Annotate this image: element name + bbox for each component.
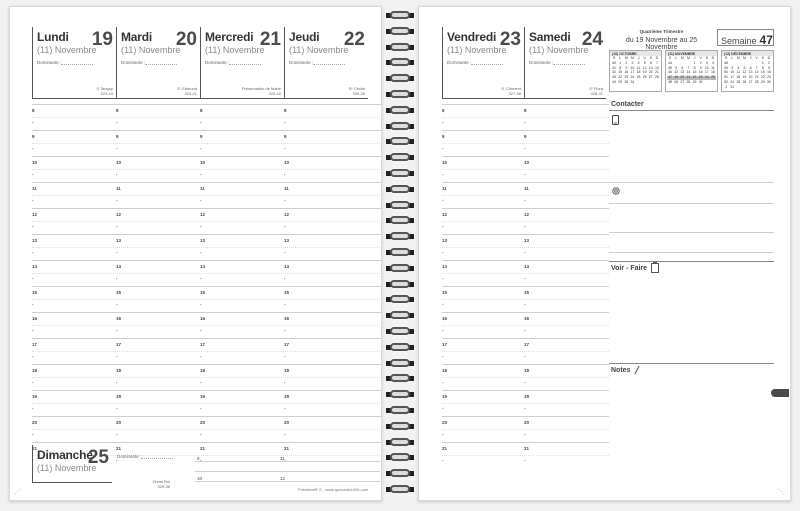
hour-label: 14 — [442, 264, 448, 269]
half-hour-mark: - — [116, 380, 118, 385]
dominante-field[interactable]: Dominante : — [289, 60, 345, 65]
hour-label: 18 — [200, 368, 206, 373]
mini-calendars — [609, 50, 774, 92]
half-hour-mark: - — [32, 302, 34, 307]
hour-label: 13 — [116, 238, 122, 243]
hour-row-20[interactable] — [442, 416, 609, 442]
hour-label: 11 — [116, 186, 121, 191]
at-icon — [612, 187, 620, 195]
half-hour-mark: - — [116, 276, 118, 281]
hour-label: 13 — [442, 238, 448, 243]
hour-row-14[interactable] — [32, 260, 382, 286]
half-hour-mark: - — [116, 198, 118, 203]
hour-label: 18 — [442, 368, 448, 373]
hour-label: 12 — [442, 212, 448, 217]
half-hour-mark: - — [524, 146, 526, 151]
hour-label: 9 — [116, 134, 119, 139]
corner-perforation-right[interactable]: ⋱ — [778, 489, 785, 496]
half-hour-mark: - — [524, 172, 526, 177]
day-header-lundi — [32, 27, 116, 99]
half-hour-mark: - — [200, 172, 202, 177]
hour-label: 19 — [116, 394, 122, 399]
spiral-coil — [386, 437, 414, 447]
hour-label: 11 — [200, 186, 205, 191]
half-hour-mark: - — [524, 198, 526, 203]
hour-row-9[interactable] — [442, 130, 609, 156]
mini-calendar-title: (10) OCTOBRE — [610, 51, 661, 56]
contacter-title: Contacter — [611, 101, 644, 108]
half-hour-mark: - — [116, 458, 118, 463]
hour-label: 9 — [32, 134, 35, 139]
spiral-coil — [386, 184, 414, 194]
half-hour-mark: - — [116, 224, 118, 229]
mini-calendar: (10) OCTOBRE S L M M J V S D 40 1 2 3 4 5 6 7 41 8 9 10 11 12 13 14 42 15 16 17 18 19 20 21 43 22 23 24 25 26 27 28 44 29 30 31 — [609, 50, 662, 92]
hour-label: 14 — [116, 264, 122, 269]
saint-of-day: S. Clément 327-38 — [501, 86, 521, 96]
hour-label: 21 — [200, 446, 206, 451]
day-name: Vendredi — [447, 30, 497, 44]
mini-calendar-title: (11) NOVEMBRE — [666, 51, 717, 56]
hour-label: 16 — [442, 316, 448, 321]
day-header-mercredi — [200, 27, 284, 99]
spiral-binding — [382, 6, 418, 501]
half-hour-mark: - — [284, 354, 286, 359]
hour-row-15[interactable] — [32, 286, 382, 312]
half-hour-mark: - — [32, 432, 34, 437]
hour-row-15[interactable] — [442, 286, 609, 312]
half-hour-mark: - — [524, 250, 526, 255]
hour-row-17[interactable] — [442, 338, 609, 364]
day-number: 21 — [259, 29, 281, 50]
hour-label: 14 — [200, 264, 206, 269]
hour-label: 17 — [200, 342, 206, 347]
dominante-field[interactable]: Dominante : — [37, 60, 93, 65]
hour-label: 15 — [32, 290, 38, 295]
hour-row-9[interactable] — [32, 130, 382, 156]
saint-of-day: S. Edmond 324-41 — [177, 86, 197, 96]
spiral-coil — [386, 294, 414, 304]
spiral-coil — [386, 10, 414, 20]
hour-label: 21 — [284, 446, 290, 451]
hour-label: 10 — [442, 160, 448, 165]
hour-row-17[interactable] — [32, 338, 382, 364]
sunday-dominante[interactable]: Dominante : — [117, 454, 173, 459]
hour-label: 14 — [284, 264, 290, 269]
half-hour-mark: - — [32, 458, 34, 463]
hour-label: 12 — [524, 212, 530, 217]
spiral-coil — [386, 42, 414, 52]
spiral-coil — [386, 421, 414, 431]
hour-label: 9 — [442, 134, 445, 139]
day-number: 23 — [499, 29, 521, 50]
day-number: 19 — [91, 29, 113, 50]
half-hour-mark: - — [524, 354, 526, 359]
hour-label: 12 — [200, 212, 206, 217]
saint-of-day: Sᵉ Cécile 326-39 — [348, 86, 365, 96]
hour-row-12[interactable] — [442, 208, 609, 234]
notes-title: Notes — [611, 367, 631, 374]
day-month: (11) Novembre — [37, 45, 97, 55]
half-hour-mark: - — [524, 328, 526, 333]
hour-row-11[interactable] — [442, 182, 609, 208]
hour-label: 16 — [116, 316, 122, 321]
half-hour-mark: - — [200, 432, 202, 437]
sunday-hour-10: 10 — [197, 476, 203, 481]
spiral-coil — [386, 263, 414, 273]
hour-label: 20 — [32, 420, 38, 425]
half-hour-mark: - — [442, 302, 444, 307]
spiral-coil — [386, 452, 414, 462]
half-hour-mark: - — [284, 276, 286, 281]
saint-of-day: Sᵗ Flora 328-37 — [589, 86, 603, 96]
sunday-name: Dimanche — [37, 448, 93, 462]
hour-label: 16 — [284, 316, 290, 321]
hour-label: 11 — [284, 186, 289, 191]
hour-label: 9 — [524, 134, 527, 139]
day-name: Jeudi — [289, 30, 320, 44]
hour-label: 12 — [116, 212, 122, 217]
hour-row-13[interactable] — [32, 234, 382, 260]
half-hour-mark: - — [32, 354, 34, 359]
saint-of-day: Présentation de Marie 325-40 — [241, 86, 281, 96]
trimester-title: Quatrième Trimestre — [639, 29, 684, 34]
half-hour-mark: - — [524, 432, 526, 437]
spiral-coil — [386, 152, 414, 162]
hour-row-18[interactable] — [32, 364, 382, 390]
right-page — [418, 6, 791, 501]
day-month: (11) Novembre — [529, 45, 589, 55]
day-header-mardi — [116, 27, 200, 99]
spiral-coil — [386, 231, 414, 241]
hour-label: 12 — [284, 212, 290, 217]
half-hour-mark: - — [284, 432, 286, 437]
half-hour-mark: - — [442, 276, 444, 281]
phone-icon — [612, 115, 619, 125]
sunday-hour-11: 11 — [280, 456, 285, 461]
half-hour-mark: - — [524, 120, 526, 125]
hour-label: 17 — [524, 342, 530, 347]
sunday-schedule[interactable] — [115, 451, 380, 487]
hour-row-13[interactable] — [442, 234, 609, 260]
hour-label: 11 — [32, 186, 37, 191]
hour-label: 20 — [284, 420, 290, 425]
half-hour-mark: - — [442, 146, 444, 151]
spiral-coil — [386, 105, 414, 115]
day-name: Lundi — [37, 30, 69, 44]
hour-label: 17 — [116, 342, 122, 347]
half-hour-mark: - — [442, 224, 444, 229]
hour-row-12[interactable] — [32, 208, 382, 234]
hour-label: 13 — [200, 238, 206, 243]
hour-label: 9 — [284, 134, 287, 139]
saint-of-day: S Tanguy 323-43 — [96, 86, 113, 96]
hour-label: 14 — [524, 264, 530, 269]
half-hour-mark: - — [116, 172, 118, 177]
half-hour-mark: - — [32, 120, 34, 125]
spiral-coil — [386, 200, 414, 210]
half-hour-mark: - — [442, 458, 444, 463]
half-hour-mark: - — [524, 380, 526, 385]
hour-label: 10 — [284, 160, 290, 165]
day-name: Mercredi — [205, 30, 254, 44]
hour-row-10[interactable] — [442, 156, 609, 182]
mini-calendar: (12) DÉCEMBRE S L M M J V S D 48 1 2 49 3 4 5 6 7 8 9 50 10 11 12 13 14 15 16 51 17 18 19 20 21 22 23 52 24 25 26 27 28 29 30 1 31 — [721, 50, 774, 92]
hour-label: 15 — [524, 290, 530, 295]
half-hour-mark: - — [442, 328, 444, 333]
half-hour-mark: - — [284, 380, 286, 385]
hour-label: 8 — [200, 108, 203, 113]
day-number: 22 — [343, 29, 365, 50]
hour-label: 10 — [116, 160, 122, 165]
hour-label: 21 — [442, 446, 448, 451]
half-hour-mark: - — [200, 354, 202, 359]
hour-label: 10 — [200, 160, 206, 165]
half-hour-mark: - — [116, 406, 118, 411]
dominante-field[interactable]: Dominante : — [121, 60, 177, 65]
hour-label: 18 — [524, 368, 530, 373]
hour-row-10[interactable] — [32, 156, 382, 182]
spiral-coil — [386, 468, 414, 478]
hour-label: 21 — [32, 446, 38, 451]
half-hour-mark: - — [442, 172, 444, 177]
half-hour-mark: - — [32, 224, 34, 229]
half-hour-mark: - — [200, 198, 202, 203]
half-hour-mark: - — [284, 146, 286, 151]
corner-perforation-left[interactable]: ⋰ — [14, 489, 21, 496]
hour-label: 8 — [524, 108, 527, 113]
half-hour-mark: - — [284, 328, 286, 333]
hour-label: 15 — [442, 290, 448, 295]
half-hour-mark: - — [442, 250, 444, 255]
half-hour-mark: - — [32, 146, 34, 151]
hour-label: 17 — [442, 342, 448, 347]
hour-row-18[interactable] — [442, 364, 609, 390]
hour-label: 21 — [116, 446, 122, 451]
mini-calendar-title: (12) DÉCEMBRE — [722, 51, 773, 56]
hour-label: 11 — [524, 186, 529, 191]
half-hour-mark: - — [32, 198, 34, 203]
hour-label: 19 — [524, 394, 530, 399]
hour-row-16[interactable] — [32, 312, 382, 338]
footer-credit: Président® S - www.quovadis1954.com — [298, 487, 369, 492]
day-name: Samedi — [529, 30, 571, 44]
spiral-coil — [386, 136, 414, 146]
half-hour-mark: - — [200, 380, 202, 385]
day-header-jeudi — [284, 27, 368, 99]
voir-faire-title: Voir - Faire — [611, 265, 648, 272]
half-hour-mark: - — [442, 354, 444, 359]
half-hour-mark: - — [200, 224, 202, 229]
hour-label: 17 — [284, 342, 290, 347]
hour-label: 11 — [442, 186, 447, 191]
sunday-month: (11) Novembre — [37, 463, 97, 473]
hour-label: 10 — [524, 160, 530, 165]
hour-label: 16 — [200, 316, 206, 321]
hour-label: 8 — [116, 108, 119, 113]
dominante-field[interactable]: Dominante : — [529, 60, 585, 65]
hour-label: 19 — [32, 394, 38, 399]
hour-label: 8 — [284, 108, 287, 113]
day-number: 24 — [581, 29, 603, 50]
hour-label: 18 — [284, 368, 290, 373]
half-hour-mark: - — [200, 302, 202, 307]
hour-label: 20 — [200, 420, 206, 425]
half-hour-mark: - — [524, 406, 526, 411]
hour-row-21[interactable] — [442, 442, 609, 468]
day-month: (11) Novembre — [205, 45, 265, 55]
hour-label: 20 — [524, 420, 530, 425]
half-hour-mark: - — [200, 328, 202, 333]
half-hour-mark: - — [442, 380, 444, 385]
half-hour-mark: - — [32, 250, 34, 255]
half-hour-mark: - — [284, 406, 286, 411]
half-hour-mark: - — [116, 120, 118, 125]
hour-row-19[interactable] — [442, 390, 609, 416]
day-month: (11) Novembre — [289, 45, 349, 55]
hour-label: 14 — [32, 264, 38, 269]
spiral-coil — [386, 89, 414, 99]
day-month: (11) Novembre — [447, 45, 507, 55]
half-hour-mark: - — [32, 276, 34, 281]
half-hour-mark: - — [524, 276, 526, 281]
half-hour-mark: - — [442, 120, 444, 125]
week-badge: Semaine 47 — [717, 29, 774, 46]
half-hour-mark: - — [32, 328, 34, 333]
hour-label: 15 — [116, 290, 122, 295]
half-hour-mark: - — [200, 146, 202, 151]
half-hour-mark: - — [200, 120, 202, 125]
hour-row-16[interactable] — [442, 312, 609, 338]
hour-label: 15 — [284, 290, 290, 295]
dominante-field[interactable]: Dominante : — [447, 60, 503, 65]
half-hour-mark: - — [524, 458, 526, 463]
spiral-coil — [386, 405, 414, 415]
hour-row-14[interactable] — [442, 260, 609, 286]
half-hour-mark: - — [116, 146, 118, 151]
day-name: Mardi — [121, 30, 153, 44]
hour-row-20[interactable] — [32, 416, 382, 442]
sunday-hour-9: 9 — [197, 456, 200, 461]
half-hour-mark: - — [116, 354, 118, 359]
day-month: (11) Novembre — [121, 45, 181, 55]
day-header-vendredi — [442, 27, 524, 99]
page-tab-marker[interactable] — [771, 389, 789, 397]
left-page — [9, 6, 382, 501]
half-hour-mark: - — [442, 406, 444, 411]
half-hour-mark: - — [32, 380, 34, 385]
hour-label: 13 — [32, 238, 38, 243]
hour-label: 19 — [200, 394, 206, 399]
week-range: du 19 Novembre au 25 Novembre — [625, 37, 698, 51]
notepad-icon — [651, 262, 659, 273]
day-number: 20 — [175, 29, 197, 50]
spiral-coil — [386, 310, 414, 320]
spiral-coil — [386, 279, 414, 289]
hour-label: 18 — [32, 368, 38, 373]
half-hour-mark: - — [284, 172, 286, 177]
half-hour-mark: - — [116, 250, 118, 255]
hour-row-8[interactable] — [442, 104, 609, 130]
hour-label: 12 — [32, 212, 38, 217]
half-hour-mark: - — [32, 172, 34, 177]
half-hour-mark: - — [116, 432, 118, 437]
hour-label: 16 — [32, 316, 38, 321]
hour-row-19[interactable] — [32, 390, 382, 416]
half-hour-mark: - — [200, 276, 202, 281]
spiral-coil — [386, 342, 414, 352]
half-hour-mark: - — [284, 198, 286, 203]
hour-label: 15 — [200, 290, 206, 295]
half-hour-mark: - — [116, 328, 118, 333]
hour-label: 21 — [524, 446, 530, 451]
spiral-coil — [386, 121, 414, 131]
mini-calendar: (11) NOVEMBRE S L M M J V S D 44 1 2 3 4 45 5 6 7 8 9 10 11 46 12 13 14 15 16 17 18 47 19 20 21 22 23 24 25 48 26 27 28 29 30 — [665, 50, 718, 92]
spiral-coil — [386, 358, 414, 368]
hour-label: 8 — [32, 108, 35, 113]
hour-label: 9 — [200, 134, 203, 139]
spiral-coil — [386, 73, 414, 83]
half-hour-mark: - — [200, 458, 202, 463]
sunday-number: 25 — [87, 447, 109, 468]
half-hour-mark: - — [284, 302, 286, 307]
half-hour-mark: - — [284, 458, 286, 463]
hour-row-11[interactable] — [32, 182, 382, 208]
hour-label: 18 — [116, 368, 122, 373]
hour-label: 16 — [524, 316, 530, 321]
spiral-coil — [386, 373, 414, 383]
half-hour-mark: - — [200, 250, 202, 255]
hour-row-8[interactable] — [32, 104, 382, 130]
hour-label: 13 — [524, 238, 530, 243]
half-hour-mark: - — [524, 302, 526, 307]
half-hour-mark: - — [284, 224, 286, 229]
half-hour-mark: - — [442, 198, 444, 203]
hour-label: 17 — [32, 342, 38, 347]
half-hour-mark: - — [442, 432, 444, 437]
sunday-saint: Christ Roi 329-36 — [152, 479, 170, 489]
spiral-coil — [386, 389, 414, 399]
spiral-coil — [386, 484, 414, 494]
hour-label: 13 — [284, 238, 290, 243]
spiral-coil — [386, 326, 414, 336]
half-hour-mark: - — [200, 406, 202, 411]
hour-label: 20 — [442, 420, 448, 425]
hour-label: 19 — [284, 394, 290, 399]
hour-label: 10 — [32, 160, 38, 165]
half-hour-mark: - — [116, 302, 118, 307]
spiral-coil — [386, 215, 414, 225]
spiral-coil — [386, 168, 414, 178]
hour-label: 20 — [116, 420, 122, 425]
half-hour-mark: - — [32, 406, 34, 411]
day-header-samedi — [524, 27, 606, 99]
half-hour-mark: - — [524, 224, 526, 229]
spiral-coil — [386, 26, 414, 36]
half-hour-mark: - — [284, 120, 286, 125]
dominante-field[interactable]: Dominante : — [205, 60, 261, 65]
pencil-icon — [634, 365, 640, 375]
sunday-header — [32, 445, 112, 483]
spiral-coil — [386, 57, 414, 67]
half-hour-mark: - — [284, 250, 286, 255]
sunday-hour-12: 12 — [280, 476, 286, 481]
spiral-coil — [386, 247, 414, 257]
hour-label: 19 — [442, 394, 448, 399]
hour-label: 8 — [442, 108, 445, 113]
